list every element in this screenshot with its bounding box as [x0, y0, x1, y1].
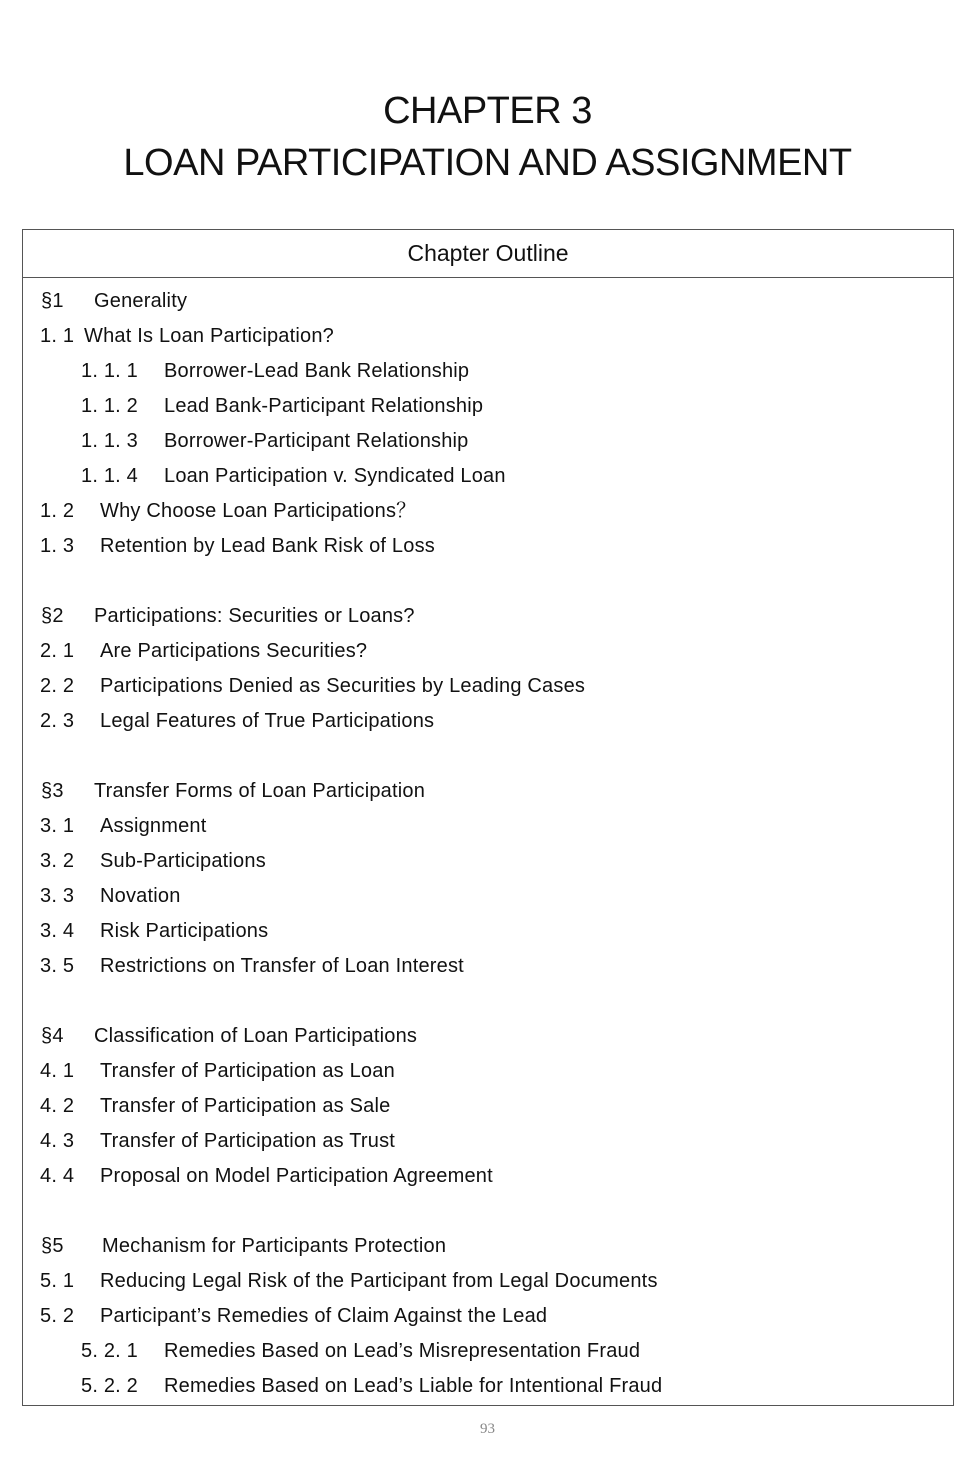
outline-item-number: 2. 1: [40, 640, 75, 662]
chapter-outline-box: [22, 229, 954, 1406]
outline-item-number: 3. 4: [40, 920, 75, 942]
outline-item-number: §1: [41, 290, 64, 312]
outline-item-number: 1. 1. 3: [81, 430, 138, 452]
outline-item-number: 4. 1: [40, 1060, 75, 1082]
outline-item-number: 5. 2: [40, 1305, 75, 1327]
outline-item-number: 3. 2: [40, 850, 75, 872]
page-number: 93: [480, 1421, 495, 1437]
outline-item-label: Why Choose Loan Participations？: [100, 500, 417, 522]
outline-item-label: Generality: [94, 290, 188, 312]
outline-item-number: 5. 1: [40, 1270, 75, 1292]
chapter-number: CHAPTER 3: [383, 90, 592, 132]
outline-item-number: 3. 5: [40, 955, 75, 977]
outline-item-label: Novation: [100, 885, 181, 907]
outline-item-number: 1. 1: [40, 325, 75, 347]
outline-item-label: Retention by Lead Bank Risk of Loss: [100, 535, 435, 557]
outline-item-label: Loan Participation v. Syndicated Loan: [164, 465, 506, 487]
outline-item-number: 1. 3: [40, 535, 75, 557]
outline-item-label: Legal Features of True Participations: [100, 710, 435, 732]
outline-item-number: §2: [41, 605, 64, 627]
outline-item-number: 3. 1: [40, 815, 75, 837]
outline-item-number: 4. 2: [40, 1095, 75, 1117]
outline-item-label: Remedies Based on Lead’s Misrepresentation Fraud: [164, 1340, 641, 1362]
outline-item-label: Borrower-Lead Bank Relationship: [164, 360, 470, 382]
chapter-title: LOAN PARTICIPATION AND ASSIGNMENT: [123, 142, 852, 184]
outline-item-label: Proposal on Model Participation Agreement: [100, 1165, 493, 1187]
outline-item-label: Lead Bank-Participant Relationship: [164, 395, 484, 417]
outline-item-number: §3: [41, 780, 64, 802]
outline-item-label: Borrower-Participant Relationship: [164, 430, 469, 452]
outline-item-number: 3. 3: [40, 885, 75, 907]
outline-item-label: Restrictions on Transfer of Loan Interest: [100, 955, 464, 977]
outline-item-label: Sub-Participations: [100, 850, 266, 872]
outline-item-label: Mechanism for Participants Protection: [102, 1235, 447, 1257]
outline-item-number: §5: [41, 1235, 64, 1257]
outline-item-label: Transfer Forms of Loan Participation: [94, 780, 426, 802]
outline-item-label: Transfer of Participation as Sale: [100, 1095, 391, 1117]
outline-item-label: What Is Loan Participation?: [84, 325, 334, 347]
outline-item-number: §4: [41, 1025, 64, 1047]
outline-item-number: 1. 1. 2: [81, 395, 138, 417]
outline-item-number: 1. 1. 4: [81, 465, 138, 487]
outline-item-label: Risk Participations: [100, 920, 269, 942]
outline-item-number: 2. 2: [40, 675, 75, 697]
outline-item-label: Participations: Securities or Loans?: [94, 605, 415, 627]
outline-item-label: Participant’s Remedies of Claim Against the Lead: [100, 1305, 548, 1327]
outline-item-number: 5. 2. 2: [81, 1375, 138, 1397]
outline-item-number: 5. 2. 1: [81, 1340, 138, 1362]
outline-item-number: 4. 3: [40, 1130, 75, 1152]
outline-item-number: 1. 1. 1: [81, 360, 138, 382]
outline-item-number: 2. 3: [40, 710, 75, 732]
outline-item-label: Reducing Legal Risk of the Participant from Legal Documents: [100, 1270, 658, 1292]
outline-item-label: Transfer of Participation as Trust: [100, 1130, 396, 1152]
outline-item-label: Are Participations Securities?: [100, 640, 368, 662]
outline-item-label: Classification of Loan Participations: [94, 1025, 418, 1047]
outline-item-label: Remedies Based on Lead’s Liable for Intentional Fraud: [164, 1375, 663, 1397]
outline-item-label: Assignment: [100, 815, 207, 837]
outline-item-number: 1. 2: [40, 500, 75, 522]
outline-item-label: Participations Denied as Securities by Leading Cases: [100, 675, 586, 697]
outline-item-label: Transfer of Participation as Loan: [100, 1060, 395, 1082]
outline-item-number: 4. 4: [40, 1165, 75, 1187]
outline-heading: Chapter Outline: [23, 230, 953, 278]
